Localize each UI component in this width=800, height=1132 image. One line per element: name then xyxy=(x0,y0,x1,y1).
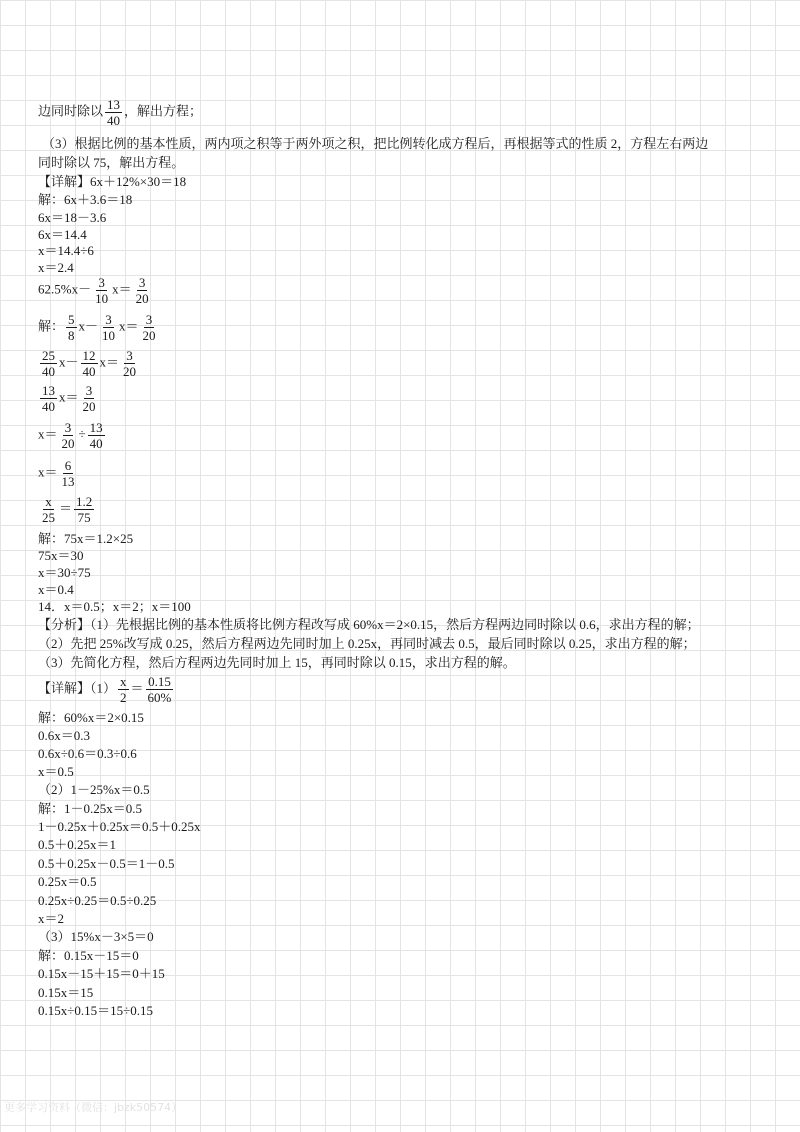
numerator: 1.2 xyxy=(76,494,93,509)
denominator: 25 xyxy=(42,510,55,525)
text-line: （3）根据比例的基本性质，两内项之积等于两外项之积，把比例转化成方程后，再根据等式的性质 2，方程左右两边 xyxy=(42,136,709,151)
text-line xyxy=(38,495,96,524)
text-line: 解：60%x＝2×0.15 xyxy=(38,710,144,725)
text-line: （2）1－25%x＝0.5 xyxy=(38,782,150,797)
text-line xyxy=(38,276,153,305)
text-line: x＝14.4÷6 xyxy=(38,243,94,258)
denominator: 40 xyxy=(89,436,103,451)
text: x－ xyxy=(78,318,99,334)
text: x＝ xyxy=(38,426,58,442)
text: 解： xyxy=(38,318,65,334)
denominator: 10 xyxy=(95,291,109,306)
fraction xyxy=(81,384,98,413)
text-line: 解：1－0.25x＝0.5 xyxy=(38,801,143,816)
text-line: 0.5＋0.25x－0.5＝1－0.5 xyxy=(38,856,175,871)
text-line: 同时除以 75，解出方程。 xyxy=(38,155,185,170)
footer-watermark: 更多学习资料（微信：jbzk50574） xyxy=(4,1101,183,1114)
text-line: 1－0.25x＋0.25x＝0.5＋0.25x xyxy=(38,819,201,834)
numerator: x xyxy=(45,494,52,509)
numerator: 12 xyxy=(82,348,96,363)
text-line: 0.6x÷0.6＝0.3÷0.6 xyxy=(38,746,137,761)
numerator: 25 xyxy=(42,348,55,363)
denominator: 10 xyxy=(102,328,116,343)
numerator: 13 xyxy=(89,420,103,435)
text-line: 6x＝14.4 xyxy=(38,227,87,242)
denominator: 20 xyxy=(135,291,149,306)
numerator: x xyxy=(120,674,127,689)
numerator: 3 xyxy=(126,348,133,363)
text: ＝ xyxy=(59,500,73,516)
fraction xyxy=(40,349,57,378)
numerator: 3 xyxy=(105,312,112,327)
numerator: 3 xyxy=(138,275,146,290)
text: 边同时除以 xyxy=(38,103,104,119)
denominator: 75 xyxy=(77,510,91,525)
text: ÷ xyxy=(78,426,86,442)
text-line: （3）先简化方程，然后方程两边先同时加上 15，再同时除以 0.15，求出方程的解。 xyxy=(38,655,516,670)
fraction xyxy=(105,98,122,127)
text-line: 0.5＋0.25x＝1 xyxy=(38,837,117,852)
denominator: 20 xyxy=(82,399,96,414)
text-line: x＝30÷75 xyxy=(38,565,91,580)
text-line: 解：0.15x－15＝0 xyxy=(38,948,139,963)
text: x＝ xyxy=(119,318,139,334)
numerator: 0.15 xyxy=(148,674,171,689)
text-line: 0.15x＝15 xyxy=(38,985,94,1000)
text-line xyxy=(38,384,100,413)
fraction xyxy=(40,384,57,413)
denominator: 13 xyxy=(61,474,75,489)
numerator: 13 xyxy=(107,97,121,112)
text-line xyxy=(38,349,140,378)
text-line: 解：75x＝1.2×25 xyxy=(38,531,134,546)
text-line: 6x＝18－3.6 xyxy=(38,210,107,225)
text-line: （2）先把 25%改写成 0.25，然后方程两边先同时加上 0.25x，再同时减去 0.5，最后同时除以 0.25，求出方程的解； xyxy=(38,636,696,651)
text-line: x＝2.4 xyxy=(38,260,74,275)
numerator: 6 xyxy=(64,458,72,473)
numerator: 3 xyxy=(85,383,93,398)
fraction xyxy=(141,313,158,342)
text-line xyxy=(38,313,160,342)
text-line xyxy=(38,459,79,488)
fraction xyxy=(74,495,94,524)
denominator: 20 xyxy=(142,328,156,343)
denominator: 40 xyxy=(82,364,96,379)
denominator: 40 xyxy=(107,113,121,128)
text: ，解出方程； xyxy=(124,103,203,119)
text-line: 0.25x＝0.5 xyxy=(38,874,97,889)
text-line: 0.25x÷0.25＝0.5÷0.25 xyxy=(38,893,157,908)
denominator: 60% xyxy=(147,690,172,705)
denominator: 20 xyxy=(123,364,137,379)
text: ＝ xyxy=(130,680,144,696)
text: x－ xyxy=(59,354,79,370)
text-line: x＝2 xyxy=(38,911,65,926)
text-line: （3）15%x－3×5＝0 xyxy=(38,929,154,944)
text: x＝ xyxy=(112,281,132,297)
text-line: 【分析】（1）先根据比例的基本性质将比例方程改写成 60%x＝2×0.15，然后方程两边同时除以 0.6，求出方程的解； xyxy=(38,617,700,632)
text: 62.5%x－ xyxy=(38,281,92,297)
text-line: 0.15x÷0.15＝15÷0.15 xyxy=(38,1003,154,1018)
text-line xyxy=(38,421,107,450)
fraction xyxy=(121,349,138,378)
fraction xyxy=(60,421,77,450)
fraction xyxy=(60,459,77,488)
denominator: 40 xyxy=(42,364,55,379)
text-line: 0.15x－15＋15＝0＋15 xyxy=(38,966,165,981)
text-line: x＝0.5 xyxy=(38,764,74,779)
fraction xyxy=(66,313,77,342)
text-line: 解：6x＋3.6＝18 xyxy=(38,192,133,207)
text: x＝ xyxy=(59,389,79,405)
text: 【详解】（1） xyxy=(38,680,117,696)
denominator: 2 xyxy=(120,690,127,705)
fraction xyxy=(88,421,105,450)
fraction xyxy=(81,349,98,378)
denominator: 8 xyxy=(68,328,75,343)
numerator: 3 xyxy=(145,312,153,327)
text: x＝ xyxy=(99,354,120,370)
text-line: 【详解】6x＋12%×30＝18 xyxy=(38,174,187,189)
fraction xyxy=(134,276,151,305)
numerator: 5 xyxy=(68,312,75,327)
fraction xyxy=(100,313,117,342)
text-line: 0.6x＝0.3 xyxy=(38,728,91,743)
numerator: 13 xyxy=(42,383,55,398)
text-line: 14．x＝0.5；x＝2；x＝100 xyxy=(38,599,191,614)
numerator: 3 xyxy=(98,275,105,290)
text: x＝ xyxy=(38,464,58,480)
fraction xyxy=(118,675,129,704)
denominator: 40 xyxy=(42,399,55,414)
denominator: 20 xyxy=(61,436,75,451)
text-line: x＝0.4 xyxy=(38,582,74,597)
text-line xyxy=(38,675,175,704)
fraction xyxy=(93,276,110,305)
fraction xyxy=(146,675,174,704)
fraction xyxy=(40,495,57,524)
numerator: 3 xyxy=(64,420,72,435)
text-line xyxy=(38,98,202,127)
text-line: 75x＝30 xyxy=(38,548,84,563)
